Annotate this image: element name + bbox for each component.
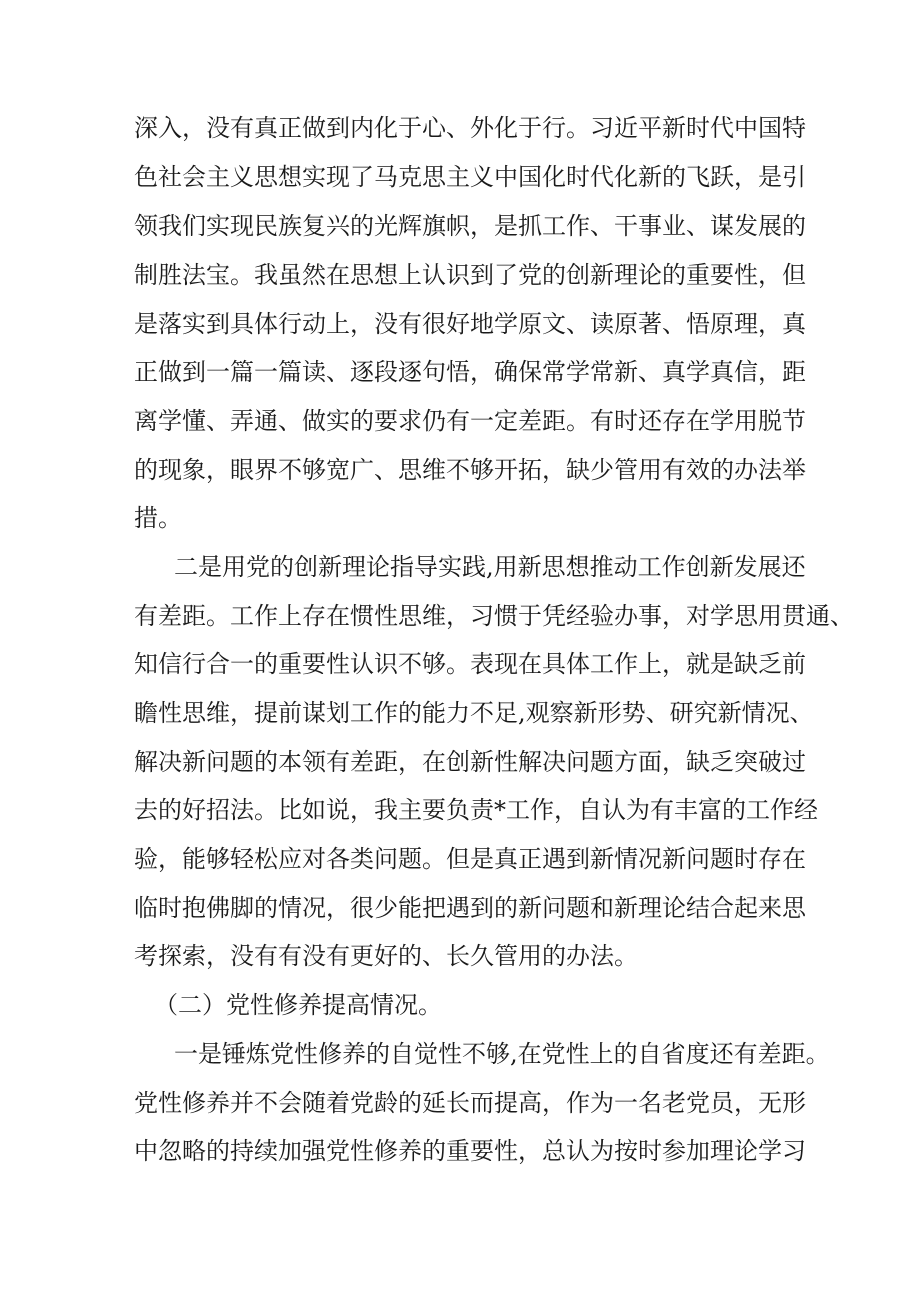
section-heading: （二）党性修养提高情况。 [154, 991, 442, 1019]
paragraph-first-line: 二是用党的创新理论指导实践,用新思想推动工作创新发展还 [174, 553, 806, 581]
body-text-line: 去的好招法。比如说，我主要负责*工作，自认为有丰富的工作经 [134, 796, 818, 824]
body-text-line: 正做到一篇一篇读、逐段逐句悟，确保常学常新、真学真信，距 [134, 358, 806, 386]
body-text-line: 知信行合一的重要性认识不够。表现在具体工作上，就是缺乏前 [134, 650, 806, 678]
body-text-line: 制胜法宝。我虽然在思想上认识到了党的创新理论的重要性，但 [134, 261, 806, 289]
body-text-line: 考探索，没有有没有更好的、长久管用的办法。 [134, 942, 638, 970]
body-text-line: 有差距。工作上存在惯性思维，习惯于凭经验办事，对学思用贯通、 [134, 602, 854, 630]
body-text-line: 瞻性思维，提前谋划工作的能力不足,观察新形势、研究新情况、 [134, 699, 814, 727]
body-text-line: 离学懂、弄通、做实的要求仍有一定差距。有时还存在学用脱节 [134, 407, 806, 435]
body-text-line: 临时抱佛脚的情况，很少能把遇到的新问题和新理论结合起来思 [134, 894, 806, 922]
body-text-line: 解决新问题的本领有差距，在创新性解决问题方面，缺乏突破过 [134, 748, 806, 776]
body-text-line: 深入，没有真正做到内化于心、外化于行。习近平新时代中国特 [134, 114, 806, 142]
body-text-line: 的现象，眼界不够宽广、思维不够开拓，缺少管用有效的办法举 [134, 456, 806, 484]
body-text-line: 中忽略的持续加强党性修养的重要性，总认为按时参加理论学习 [134, 1137, 806, 1165]
paragraph-first-line: 一是锤炼党性修养的自觉性不够,在党性上的自省度还有差距。 [174, 1040, 830, 1068]
body-text-line: 措。 [134, 504, 182, 532]
body-text-line: 领我们实现民族复兴的光辉旗帜，是抓工作、干事业、谋发展的 [134, 212, 806, 240]
body-text-line: 党性修养并不会随着党龄的延长而提高，作为一名老党员，无形 [134, 1089, 806, 1117]
body-text-line: 是落实到具体行动上，没有很好地学原文、读原著、悟原理，真 [134, 310, 806, 338]
body-text-line: 验，能够轻松应对各类问题。但是真正遇到新情况新问题时存在 [134, 845, 806, 873]
body-text-line: 色社会主义思想实现了马克思主义中国化时代化新的飞跃，是引 [134, 163, 806, 191]
